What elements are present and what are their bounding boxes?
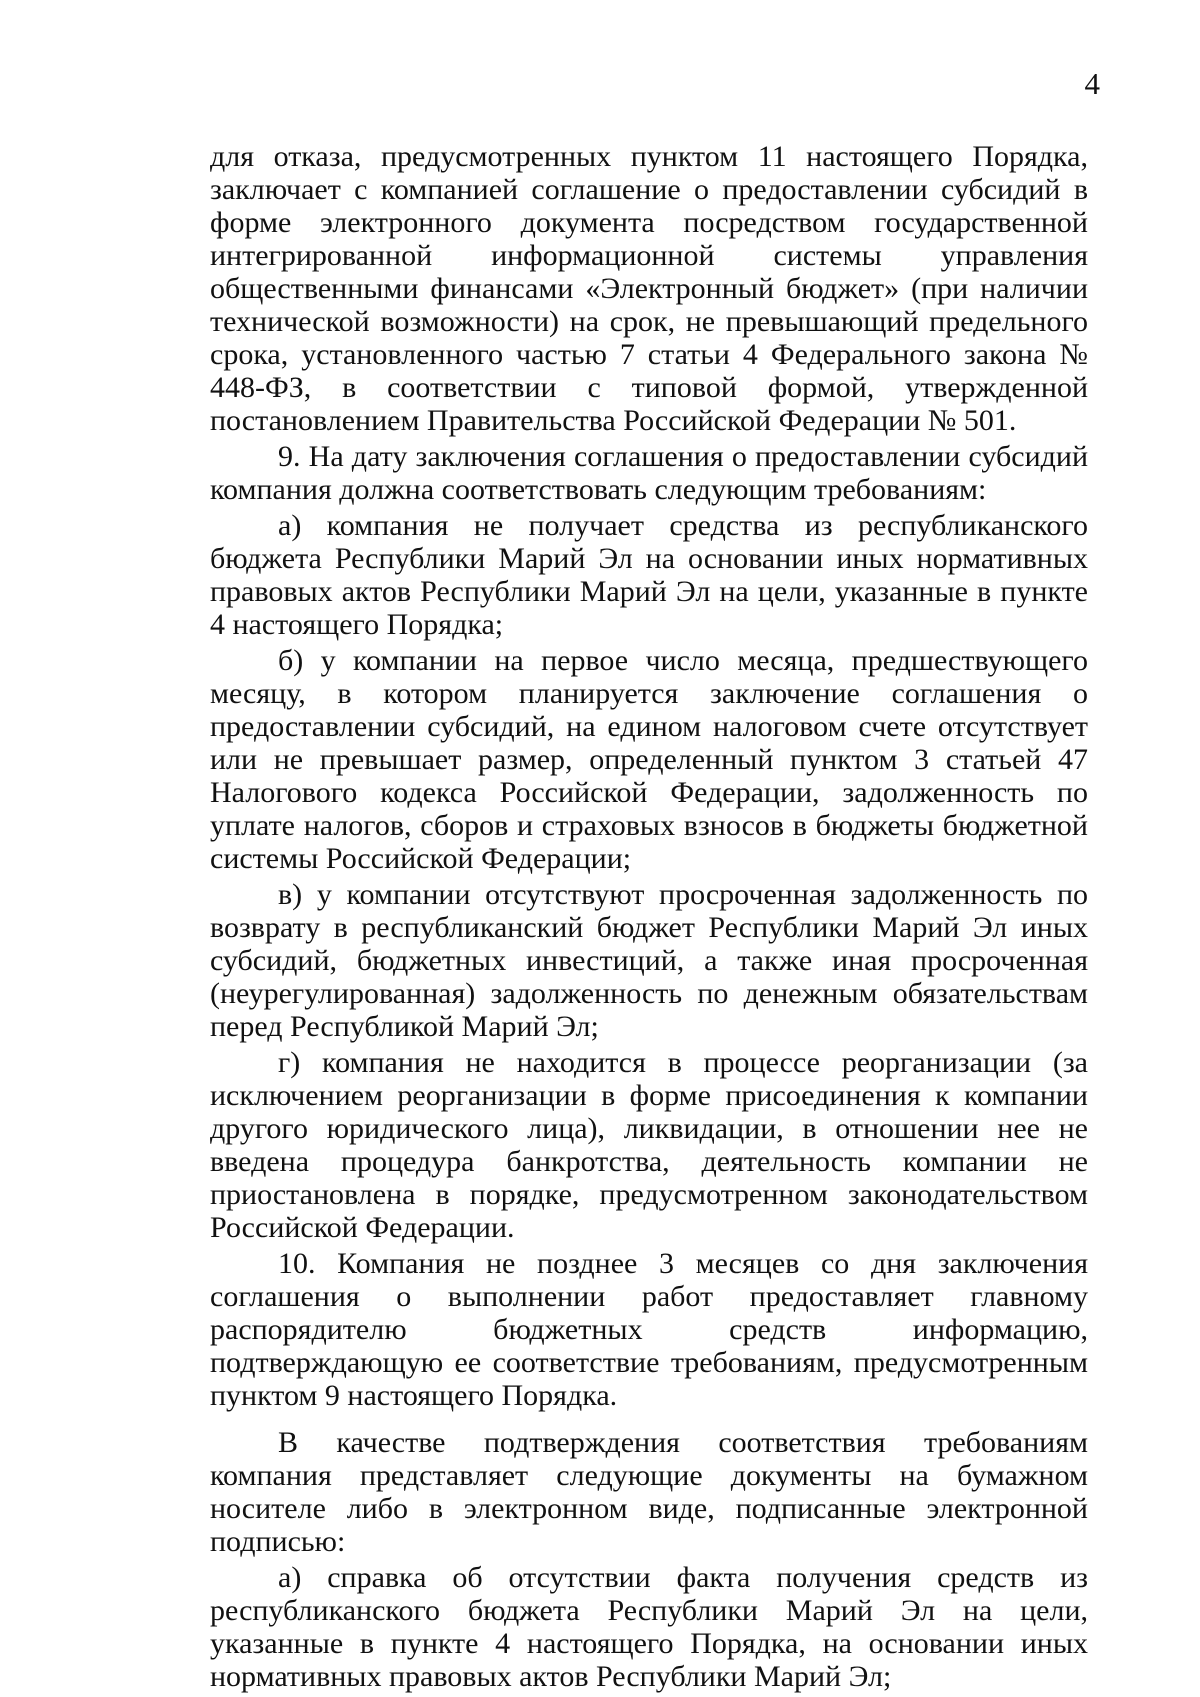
paragraph-continuation: для отказа, предусмотренных пунктом 11 настоящего Порядка, заключает с компанией соглашение о предоставлении субсидий в форме электронного документа посредством государственной интегрированной информационной системы управления общественными финансами «Электронный бюджет» (при наличии технической возможности) на срок, не превышающий предельного срока, установленного частью 7 статьи 4 Федерального закона № 448-ФЗ, в соответствии с типовой формой, утвержденной постановлением Правительства Российской Федерации № 501. [210,140,1088,437]
paragraph-item-10a: а) справка об отсутствии факта получения средств из республиканского бюджета Республики Марий Эл на цели, указанные в пункте 4 настоящего Порядка, на основании иных нормативных правовых актов Республики Марий Эл; [210,1561,1088,1693]
page-number: 4 [1084,66,1100,101]
paragraph-item-9g: г) компания не находится в процессе реорганизации (за исключением реорганизации в форме присоединения к компании другого юридического лица), ликвидации, в отношении нее не введена процедура банкротства, деятельность компании не приостановлена в порядке, предусмотренном законодательством Российской Федерации. [210,1046,1088,1244]
paragraph-item-10: 10. Компания не позднее 3 месяцев со дня заключения соглашения о выполнении работ предоставляет главному распорядителю бюджетных средств информацию, подтверждающую ее соответствие требованиям, предусмотренным пунктом 9 настоящего Порядка. [210,1247,1088,1412]
document-body [210,140,1088,1696]
paragraph-item-9v: в) у компании отсутствуют просроченная задолженность по возврату в республиканский бюджет Республики Марий Эл иных субсидий, бюджетных инвестиций, а также иная просроченная (неурегулированная) задолженность по денежным обязательствам перед Республикой Марий Эл; [210,878,1088,1043]
paragraph-item-9b: б) у компании на первое число месяца, предшествующего месяцу, в котором планируется заключение соглашения о предоставлении субсидий, на едином налоговом счете отсутствует или не превышает размер, определенный пунктом 3 статьей 47 Налогового кодекса Российской Федерации, задолженность по уплате налогов, сборов и страховых взносов в бюджеты бюджетной системы Российской Федерации; [210,644,1088,875]
paragraph-item-9: 9. На дату заключения соглашения о предоставлении субсидий компания должна соответствовать следующим требованиям: [210,440,1088,506]
paragraph-item-9a: а) компания не получает средства из республиканского бюджета Республики Марий Эл на основании иных нормативных правовых актов Республики Марий Эл на цели, указанные в пункте 4 настоящего Порядка; [210,509,1088,641]
paragraph-item-10-documents: В качестве подтверждения соответствия требованиям компания представляет следующие документы на бумажном носителе либо в электронном виде, подписанные электронной подписью: [210,1426,1088,1558]
